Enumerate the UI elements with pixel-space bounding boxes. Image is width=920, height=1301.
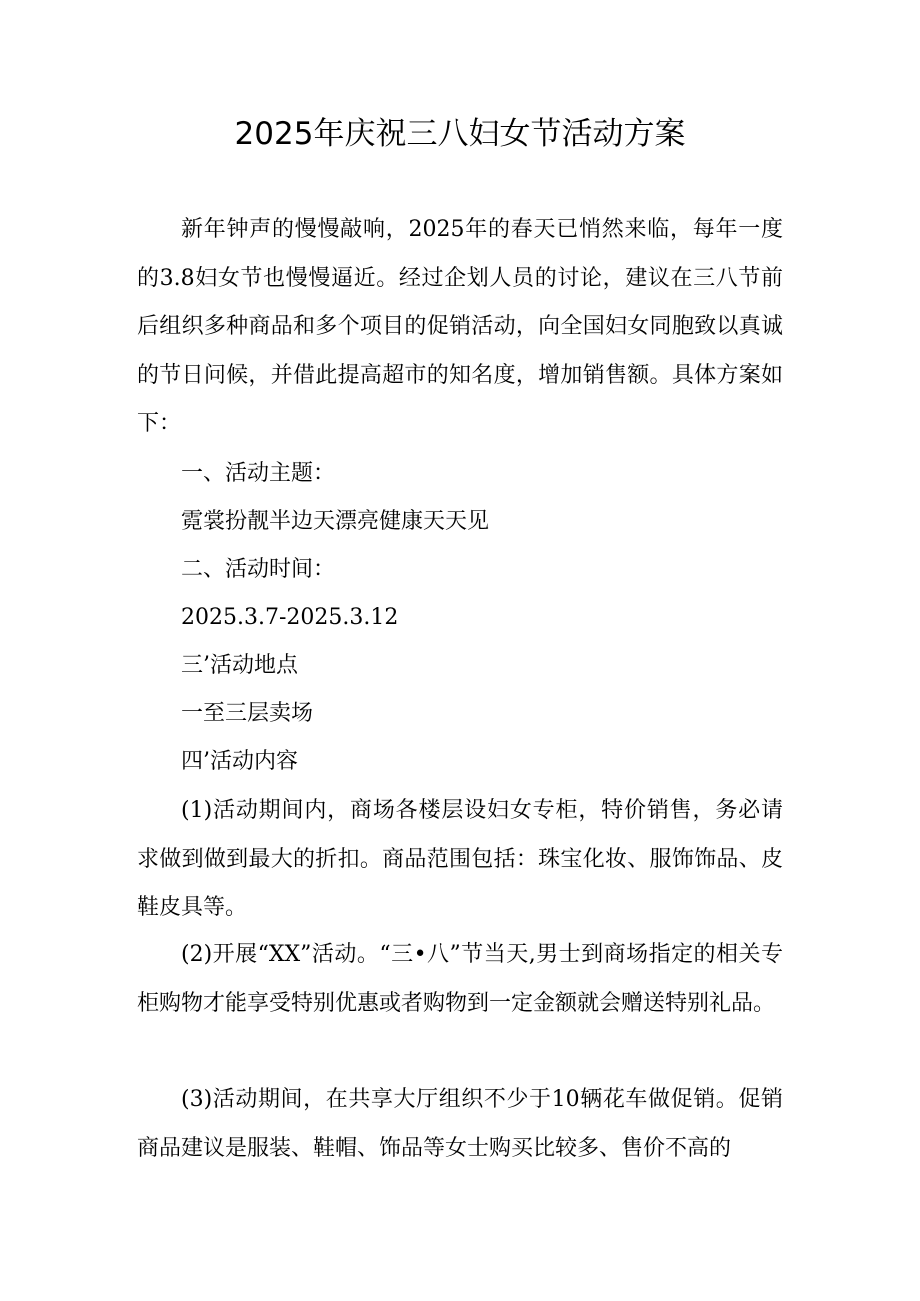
section-heading-location: 三’活动地点 xyxy=(181,653,298,678)
document-body xyxy=(137,206,783,1286)
document-title: 2025年庆祝三八妇女节活动方案 xyxy=(234,116,686,152)
list-item: (3)活动期间，在共享大厅组织不少于10辆花车做促销。促销商品建议是服装、鞋帽、饰品等女士购买比较多、售价不高的 xyxy=(137,1087,783,1161)
section-heading-time: 二、活动时间： xyxy=(181,557,336,582)
section-content-theme: 霓裳扮靓半边天漂亮健康天天见 xyxy=(181,509,490,534)
section-content-time: 2025.3.7-2025.3.12 xyxy=(181,605,399,630)
section-heading-content: 四’活动内容 xyxy=(181,749,298,774)
list-item: (2)开展“XX”活动。“三•八”节当天,男士到商场指定的相关专柜购物才能享受特别优惠或者购物到一定金额就会赠送特别礼品。 xyxy=(137,942,783,1016)
section-heading-theme: 一、活动主题： xyxy=(181,461,336,486)
list-item: (1)活动期间内，商场各楼层设妇女专柜，特价销售，务必请求做到做到最大的折扣。商品范围包括：珠宝化妆、服饰饰品、皮鞋皮具等。 xyxy=(137,798,783,920)
intro-paragraph: 新年钟声的慢慢敲响，2025年的春天已悄然来临，每年一度的3.8妇女节也慢慢逼近。经过企划人员的讨论，建议在三八节前后组织多种商品和多个项目的促销活动，向全国妇女同胞致以真诚的节日问候，并借此提高超市的知名度，增加销售额。具体方案如下： xyxy=(137,217,783,436)
section-content-location: 一至三层卖场 xyxy=(181,701,314,726)
